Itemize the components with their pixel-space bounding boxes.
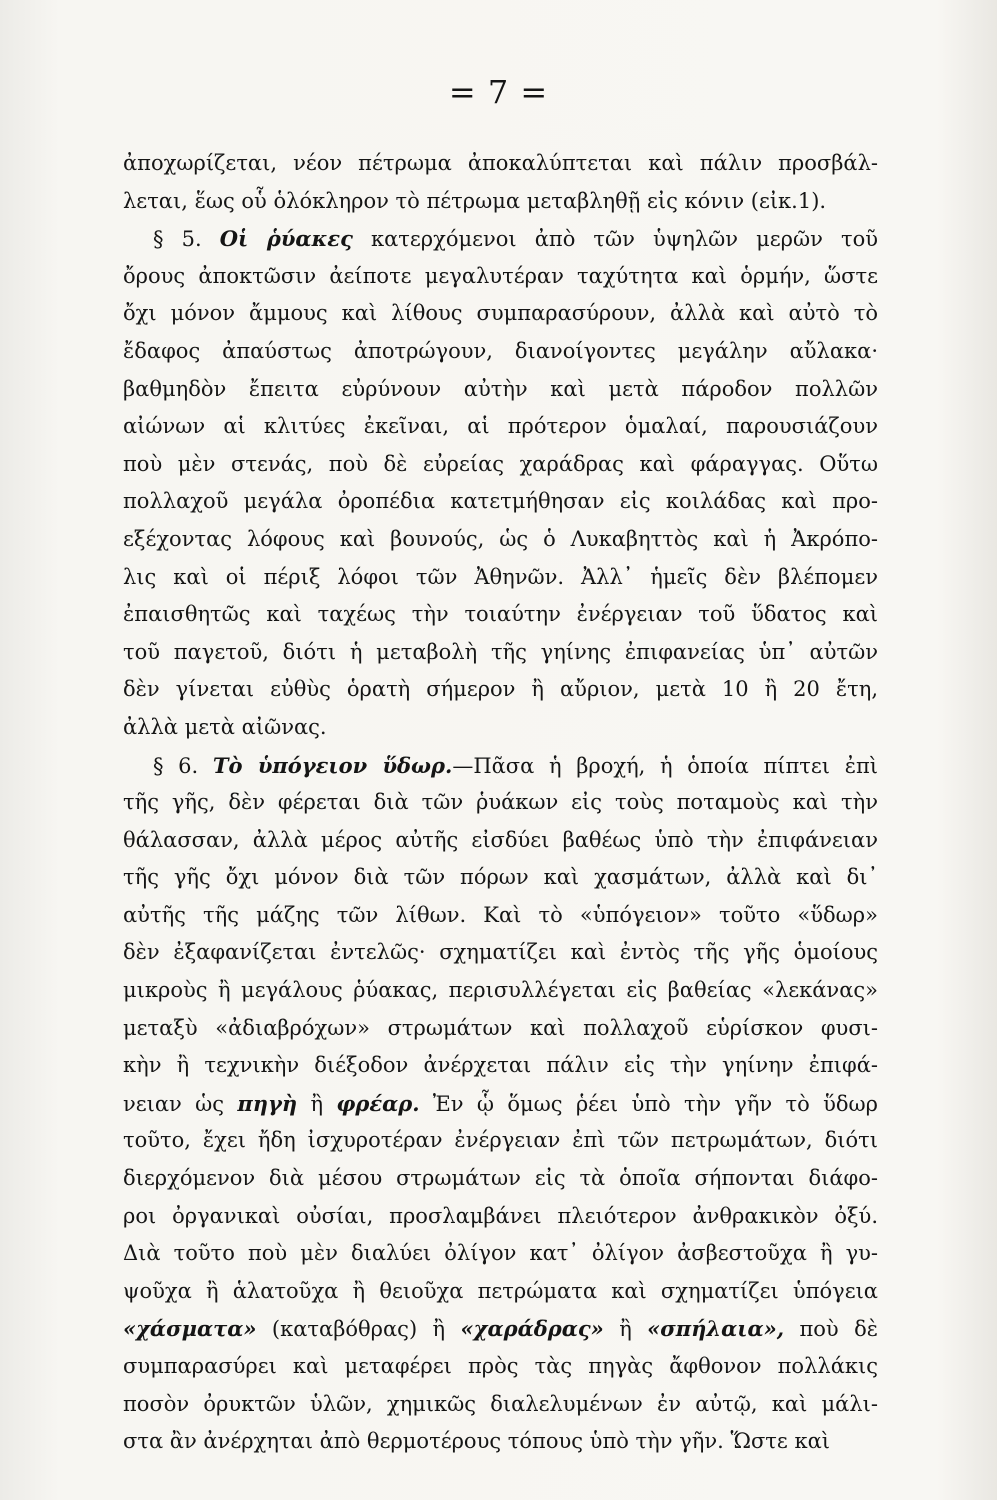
text-run: § 5.	[153, 227, 220, 252]
emphasized-term: πηγὴ	[237, 1090, 298, 1116]
emphasized-term: φρέαρ.	[336, 1090, 420, 1116]
text-line	[123, 709, 878, 747]
emphasized-term: «χάσματα»	[123, 1316, 257, 1342]
text-run: εξέχοντας λόφους καὶ βουνούς, ὡς ὁ Λυκαβηττὸς καὶ ἡ Ἀκρόπο-	[123, 526, 878, 551]
text-line	[123, 333, 878, 371]
text-run: βαθμηδὸν ἔπειτα εὐρύνουν αὐτὴν καὶ μετὰ πάροδον πολλῶν	[123, 376, 878, 401]
text-run: ἐπαισθητῶς καὶ ταχέως τὴν τοιαύτην ἐνέργειαν τοῦ ὕδατος καὶ	[123, 602, 878, 627]
text-run: (καταβόθρας) ἢ	[256, 1317, 461, 1342]
text-line	[123, 822, 878, 860]
text-run: πολλαχοῦ μεγάλα ὀροπέδια κατετμήθησαν εἰς κοιλάδας καὶ προ-	[123, 489, 878, 514]
text-line	[123, 446, 878, 484]
text-line	[123, 1423, 878, 1461]
text-run: διερχόμενον διὰ μέσου στρωμάτων εἰς τὰ ὁποῖα σήπονται διάφο-	[123, 1166, 878, 1191]
text-line	[123, 559, 878, 597]
text-run: αὐτῆς τῆς μάζης τῶν λίθων. Καὶ τὸ «ὑπόγειον» τοῦτο «ὕδωρ»	[123, 902, 878, 927]
text-line	[123, 521, 878, 559]
text-line	[123, 1047, 878, 1085]
text-line	[123, 295, 878, 333]
text-run: δὲν γίνεται εὐθὺς ὁρατὴ σήμερον ἢ αὔριον, μετὰ 10 ἢ 20 ἔτη,	[123, 677, 878, 702]
emphasized-term: «χαράδρας»	[460, 1316, 604, 1342]
text-run: λεται, ἕως οὗ ὁλόκληρον τὸ πέτρωμα μεταβληθῇ εἰς κόνιν (εἰκ.1).	[123, 188, 827, 213]
text-line	[123, 671, 878, 709]
text-run: § 6.	[153, 753, 213, 778]
text-run: τοῦ παγετοῦ, διότι ἡ μεταβολὴ τῆς γηίνης ἐπιφανείας ὑπ᾿ αὐτῶν	[123, 639, 878, 664]
text-line	[123, 1273, 878, 1311]
text-run: δὲν ἐξαφανίζεται ἐντελῶς· σχηματίζει καὶ ἐντὸς τῆς γῆς ὁμοίους	[123, 940, 878, 965]
text-run: Ἐν ᾧ ὅμως ῥέει ὑπὸ τὴν γῆν τὸ ὕδωρ	[419, 1091, 878, 1116]
text-run: ποὺ μὲν στενάς, ποὺ δὲ εὐρείας χαράδρας καὶ φάραγγας. Οὕτω	[123, 451, 878, 476]
text-line	[123, 408, 878, 446]
text-run: στα ἂν ἀνέρχηται ἀπὸ θερμοτέρους τόπους ὑπὸ τὴν γῆν. Ὥστε καὶ	[123, 1429, 830, 1454]
text-line	[123, 258, 878, 296]
text-run: κὴν ἢ τεχνικὴν διέξοδον ἀνέρχεται πάλιν εἰς τὴν γηίνην ἐπιφά-	[123, 1053, 878, 1078]
text-run: ἢ	[603, 1317, 648, 1342]
text-line	[123, 784, 878, 822]
text-run: τῆς γῆς, δὲν φέρεται διὰ τῶν ῥυάκων εἰς τοὺς ποταμοὺς καὶ τὴν	[123, 790, 878, 815]
text-line	[123, 145, 878, 183]
emphasized-term: Οἱ ῥύακες	[219, 226, 353, 252]
text-line	[123, 634, 878, 672]
text-run: μικροὺς ἢ μεγάλους ῥύακας, περισυλλέγεται εἰς βαθείας «λεκάνας»	[123, 978, 878, 1003]
text-line	[123, 747, 878, 785]
text-run: ἀποχωρίζεται, νέον πέτρωμα ἀποκαλύπτεται καὶ πάλιν προσβάλ-	[123, 151, 878, 175]
text-line	[123, 934, 878, 972]
text-run: Διὰ τοῦτο ποὺ μὲν διαλύει ὀλίγον κατ᾿ ὀλίγον ἀσβεστοῦχα ἢ γυ-	[123, 1241, 878, 1266]
text-line	[123, 1348, 878, 1386]
text-run: ψοῦχα ἢ ἁλατοῦχα ἢ θειοῦχα πετρώματα καὶ σχηματίζει ὑπόγεια	[123, 1278, 878, 1303]
text-run: κατερχόμενοι ἀπὸ τῶν ὑψηλῶν μερῶν τοῦ	[352, 227, 878, 252]
text-run: θάλασσαν, ἀλλὰ μέρος αὐτῆς εἰσδύει βαθέως ὑπὸ τὴν ἐπιφάνειαν	[123, 827, 878, 852]
text-run: ἔδαφος ἀπαύστως ἀποτρώγουν, διανοίγοντες μεγάλην αὔλακα·	[123, 338, 878, 363]
text-line	[123, 972, 878, 1010]
text-line	[123, 596, 878, 634]
text-line	[123, 1386, 878, 1424]
page-number-header: = 7 =	[448, 73, 549, 111]
emphasized-term: «σπήλαια»,	[647, 1316, 785, 1342]
text-run: νειαν ὡς	[123, 1091, 238, 1116]
text-line	[123, 859, 878, 897]
text-line	[123, 371, 878, 409]
text-run: ροι ὀργανικαὶ οὐσίαι, προσλαμβάνει πλειότερον ἀνθρακικὸν ὀξύ.	[123, 1203, 878, 1228]
text-run: —Πᾶσα ἡ βροχή, ἡ ὁποία πίπτει ἐπὶ	[452, 753, 878, 778]
text-run: ὄχι μόνον ἄμμους καὶ λίθους συμπαρασύρουν, ἀλλὰ καὶ αὐτὸ τὸ	[123, 301, 878, 326]
emphasized-term: Τὸ ὑπόγειον ὕδωρ.	[212, 752, 453, 778]
text-run: μεταξὺ «ἀδιαβρόχων» στρωμάτων καὶ πολλαχοῦ εὑρίσκον φυσι-	[123, 1015, 878, 1040]
text-run: ποσὸν ὀρυκτῶν ὑλῶν, χημικῶς διαλελυμένων ἐν αὐτῷ, καὶ μάλι-	[123, 1391, 878, 1416]
text-run: συμπαρασύρει καὶ μεταφέρει πρὸς τὰς πηγὰς ἄφθονον πολλάκις	[123, 1354, 878, 1378]
text-line	[123, 220, 878, 258]
text-line	[123, 483, 878, 521]
text-line	[123, 1235, 878, 1273]
text-line	[123, 1122, 878, 1160]
text-run: τῆς γῆς ὄχι μόνον διὰ τῶν πόρων καὶ χασμάτων, ἀλλὰ καὶ δι᾿	[123, 865, 878, 890]
text-line	[123, 897, 878, 935]
text-line	[123, 1010, 878, 1048]
text-run: ὄρους ἀποκτῶσιν ἀείποτε μεγαλυτέραν ταχύτητα καὶ ὁρμήν, ὥστε	[123, 263, 878, 288]
text-run: λις καὶ οἱ πέριξ λόφοι τῶν Ἀθηνῶν. Ἀλλ᾿ ἡμεῖς δὲν βλέπομεν	[123, 564, 878, 589]
text-run: τοῦτο, ἔχει ἤδη ἰσχυροτέραν ἐνέργειαν ἐπὶ τῶν πετρωμάτων, διότι	[123, 1128, 878, 1153]
body-text	[123, 145, 878, 1461]
text-line	[123, 1085, 878, 1123]
text-line	[123, 183, 878, 221]
text-run: ποὺ δὲ	[784, 1317, 878, 1342]
text-line	[123, 1310, 878, 1348]
text-run: ἀλλὰ μετὰ αἰῶνας.	[123, 714, 327, 739]
text-run: αἰώνων αἱ κλιτύες ἐκεῖναι, αἱ πρότερον ὁμαλαί, παρουσιάζουν	[123, 414, 878, 439]
text-line	[123, 1198, 878, 1236]
text-line	[123, 1160, 878, 1198]
text-run: ἢ	[297, 1091, 337, 1116]
